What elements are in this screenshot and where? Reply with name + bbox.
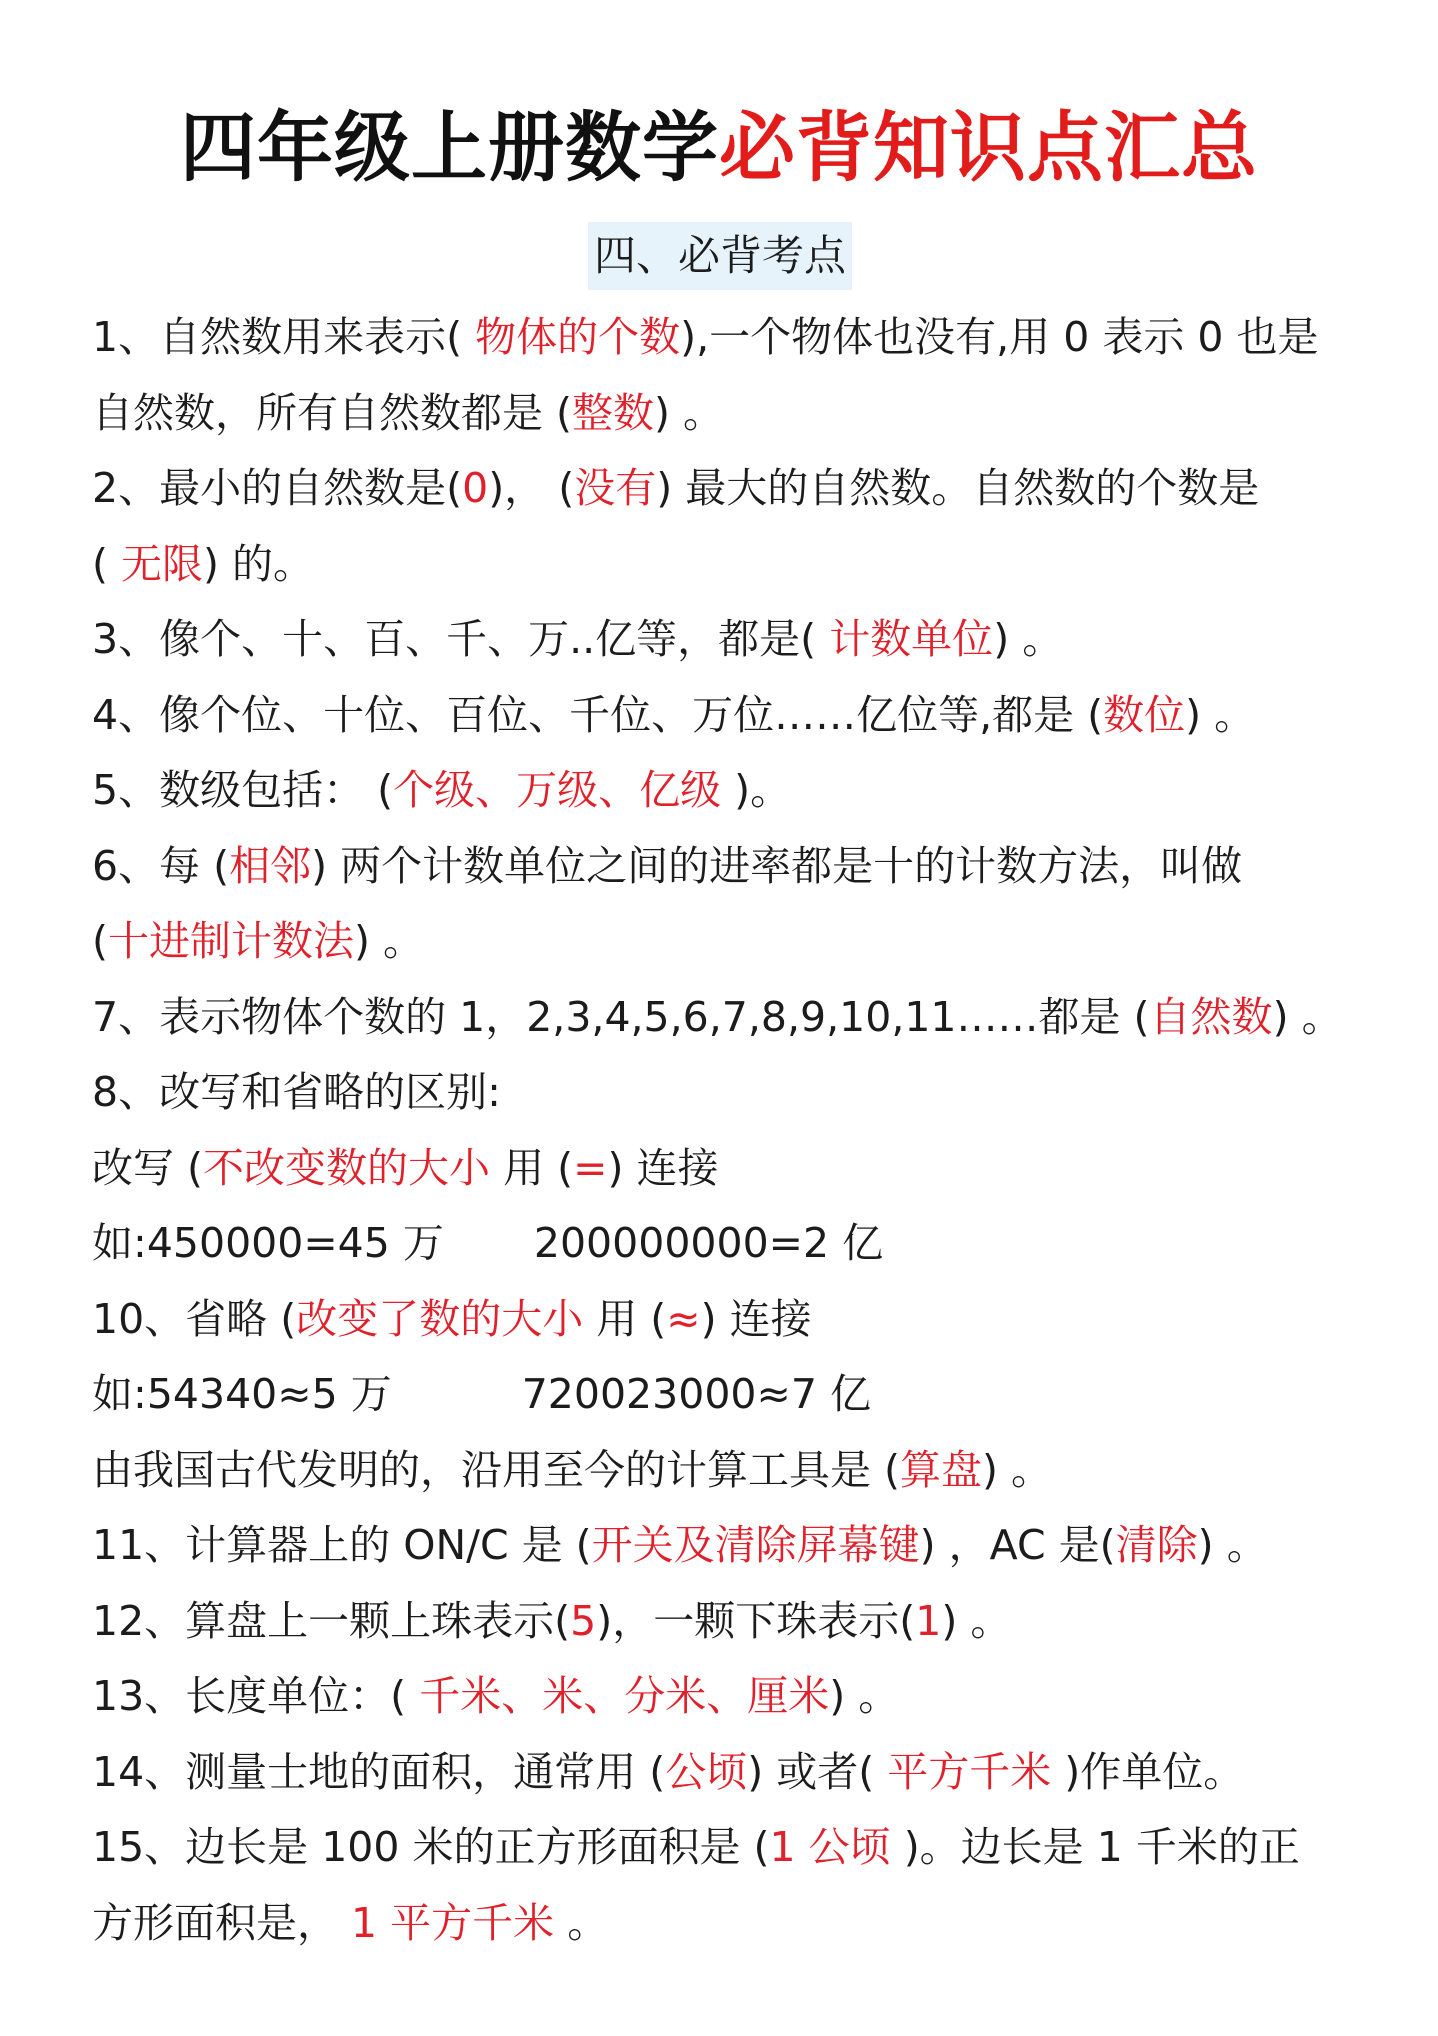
answer-text: 数位 [1103,690,1186,739]
statement-text: )， ( [488,464,575,512]
statement-text: ) 。 [354,917,425,965]
statement-text: ) 。 [1197,1521,1268,1569]
answer-text: 自然数 [1149,992,1273,1041]
statement-text: 4、像个位、十位、百位、千位、万位……亿位等,都是 ( [92,690,1104,739]
statement-text: 自然数，所有自然数都是 ( [92,388,573,437]
statement-text: 。 [554,1898,609,1947]
answer-text: 不改变数的大小 [203,1143,491,1192]
statement-text: 如:450000=45 万 [92,1219,444,1267]
title-black-part: 四年级上册数学 [180,103,719,192]
statement-text: 11、计算器上的 ON/C 是 ( [92,1521,592,1569]
statement-text: )，一颗下珠表示( [596,1596,916,1645]
answer-text: 清除 [1115,1521,1198,1569]
answer-text: 公顷 [665,1747,748,1796]
answer-text: 1 [915,1596,942,1645]
statement-text: ) 的。 [203,539,315,588]
title-red-part: 必背知识点汇总 [719,103,1258,192]
answer-text: 1 平方千米 [351,1898,555,1947]
answer-text: 算盘 [900,1445,983,1494]
knowledge-line [92,904,1362,980]
section-heading: 四、必背考点 [588,222,852,290]
statement-text: 7、表示物体个数的 1，2,3,4,5,6,7,8,9,10,11……都是 ( [92,992,1150,1041]
statement-text: 12、算盘上一颗上珠表示( [92,1596,571,1645]
knowledge-line [92,1886,1362,1962]
knowledge-line [92,678,1362,754]
answer-text: 改变了数的大小 [296,1294,584,1343]
knowledge-line [92,753,1362,829]
statement-text: 2、最小的自然数是( [92,464,463,512]
statement-text: 6、每 ( [92,841,230,890]
statement-text: 方形面积是， [92,1898,352,1947]
statement-text: 5、数级包括： ( [92,766,394,814]
knowledge-line [92,1357,1362,1433]
knowledge-line [92,1282,1362,1358]
knowledge-list [92,300,1362,1961]
answer-text: 整数 [572,388,655,437]
statement-text: )。 [721,766,792,814]
knowledge-line [92,451,1362,527]
knowledge-line [92,1508,1362,1584]
page-title [0,100,1438,196]
statement-text: ) 或者( [747,1747,888,1796]
answer-text: 计数单位 [829,615,994,663]
statement-text: 3、像个、十、百、千、万..亿等，都是( [92,615,830,663]
answer-text: 1 公顷 [769,1823,891,1871]
answer-text: 无限 [121,539,204,588]
knowledge-line [92,1659,1362,1735]
answer-text: 个级、万级、亿级 [393,766,722,814]
knowledge-line [92,1810,1362,1886]
statement-text: ) 。 [1272,992,1343,1041]
statement-text: ) 。 [993,615,1064,663]
knowledge-line [92,1433,1362,1509]
knowledge-line [92,1735,1362,1811]
knowledge-line [92,602,1362,678]
statement-text: 720023000≈7 亿 [521,1370,871,1418]
knowledge-line [92,300,1362,376]
answer-text: = [573,1143,608,1192]
statement-text: ) 。 [1185,690,1256,739]
statement-text: 200000000=2 亿 [533,1219,884,1267]
statement-text: 改写 ( [92,1143,204,1192]
statement-text: 14、测量士地的面积，通常用 ( [92,1747,666,1796]
statement-text: )作单位。 [1051,1747,1245,1796]
statement-text: ) 。 [654,388,725,437]
statement-text: ),一个物体也没有,用 0 表示 0 也是 [680,313,1319,361]
statement-text: )。边长是 1 千米的正 [890,1823,1300,1871]
statement-text: ) 连接 [607,1143,719,1192]
answer-text: 相邻 [229,841,312,890]
answer-text: 千米、米、分米、厘米 [419,1672,830,1720]
statement-text: 15、边长是 100 米的正方形面积是 ( [92,1823,770,1871]
statement-text: ) 最大的自然数。自然数的个数是 [656,464,1260,512]
knowledge-line [92,829,1362,905]
answer-text: 物体的个数 [475,313,681,361]
knowledge-line [92,980,1362,1056]
statement-text: 如:54340≈5 万 [92,1370,392,1418]
answer-text: 没有 [574,464,657,512]
knowledge-line [92,1131,1362,1207]
answer-text: ≈ [666,1294,701,1343]
statement-text: 用 ( [490,1143,574,1192]
statement-text: ) 连接 [700,1294,812,1343]
statement-text: ( [92,539,122,588]
answer-text: 5 [570,1596,597,1645]
answer-text: 十进制计数法 [108,917,354,965]
statement-text: 8、改写和省略的区别: [92,1068,501,1116]
statement-text: 用 ( [583,1294,667,1343]
knowledge-line [92,376,1362,452]
answer-text: 开关及清除屏幕键 [591,1521,920,1569]
statement-text: ) 。 [941,1596,1012,1645]
knowledge-line [92,1055,1362,1131]
statement-text: ) ，AC 是( [919,1521,1116,1569]
statement-text: ( [92,917,108,965]
statement-text: ) 。 [829,1672,900,1720]
statement-text: 由我国古代发明的，沿用至今的计算工具是 ( [92,1445,901,1494]
statement-text: 1、自然数用来表示( [92,313,476,361]
statement-text: 13、长度单位：( [92,1672,420,1720]
statement-text: ) 两个计数单位之间的进率都是十的计数方法，叫做 [311,841,1243,890]
answer-text: 0 [462,464,489,512]
knowledge-line [92,1206,1362,1282]
answer-text: 平方千米 [887,1747,1052,1796]
statement-text: ) 。 [982,1445,1053,1494]
knowledge-line [92,527,1362,603]
knowledge-line [92,1584,1362,1660]
statement-text: 10、省略 ( [92,1294,297,1343]
